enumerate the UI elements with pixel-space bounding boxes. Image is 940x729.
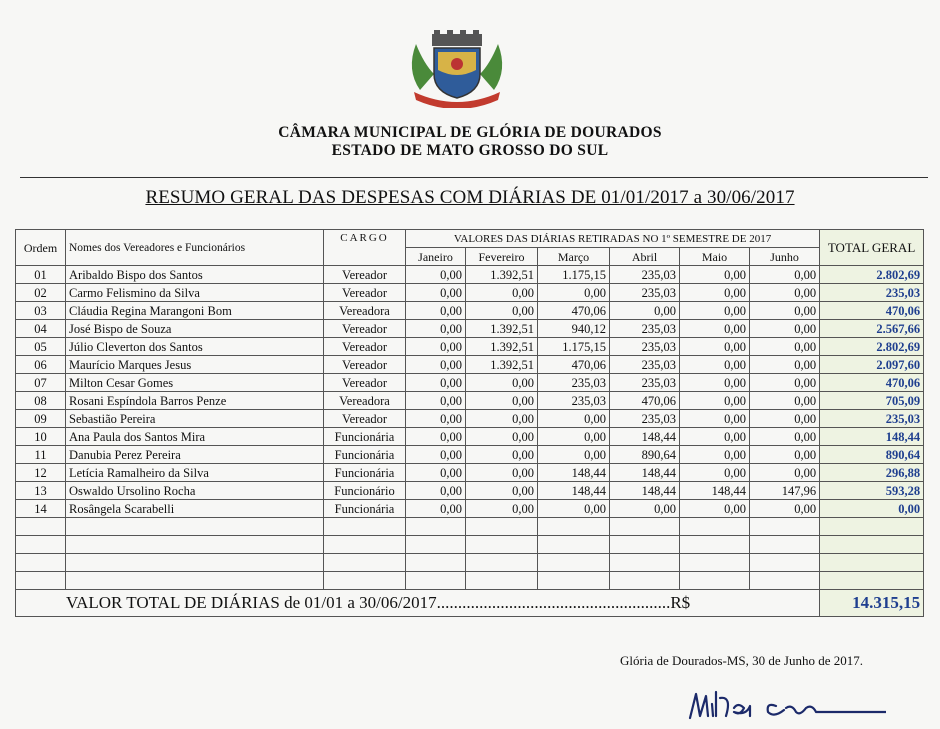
- cell-nome: Aribaldo Bispo dos Santos: [66, 266, 324, 284]
- cell-jun: 0,00: [750, 374, 820, 392]
- cell-total: 235,03: [820, 284, 924, 302]
- table-row: [16, 446, 924, 464]
- cell-ordem: 08: [16, 392, 66, 410]
- col-header-month: Maio: [680, 248, 750, 266]
- cell-nome: José Bispo de Souza: [66, 320, 324, 338]
- empty-cell: [538, 536, 610, 554]
- cell-jan: 0,00: [406, 392, 466, 410]
- cell-cargo: Vereador: [324, 266, 406, 284]
- cell-fev: 1.392,51: [466, 356, 538, 374]
- cell-jun: 0,00: [750, 266, 820, 284]
- cell-total: 470,06: [820, 374, 924, 392]
- cell-abr: 235,03: [610, 374, 680, 392]
- empty-cell: [820, 554, 924, 572]
- empty-cell: [66, 572, 324, 590]
- cell-mai: 0,00: [680, 464, 750, 482]
- cell-jan: 0,00: [406, 374, 466, 392]
- table-row: [16, 266, 924, 284]
- cell-jun: 0,00: [750, 410, 820, 428]
- empty-cell: [66, 518, 324, 536]
- cell-mar: 470,06: [538, 356, 610, 374]
- cell-cargo: Funcionário: [324, 482, 406, 500]
- cell-fev: 0,00: [466, 302, 538, 320]
- cell-mar: 235,03: [538, 392, 610, 410]
- empty-cell: [610, 536, 680, 554]
- cell-abr: 890,64: [610, 446, 680, 464]
- cell-jan: 0,00: [406, 320, 466, 338]
- cell-jun: 0,00: [750, 320, 820, 338]
- col-header-cargo: CARGO: [324, 230, 406, 266]
- cell-mai: 0,00: [680, 410, 750, 428]
- empty-cell: [610, 518, 680, 536]
- cell-mar: 0,00: [538, 500, 610, 518]
- cell-mar: 0,00: [538, 428, 610, 446]
- cell-mai: 0,00: [680, 338, 750, 356]
- cell-jan: 0,00: [406, 338, 466, 356]
- empty-cell: [538, 572, 610, 590]
- empty-cell: [406, 554, 466, 572]
- col-header-valores: VALORES DAS DIÁRIAS RETIRADAS NO 1º SEMESTRE DE 2017: [406, 230, 820, 248]
- cell-abr: 0,00: [610, 302, 680, 320]
- empty-row: [16, 536, 924, 554]
- institution-name: CÂMARA MUNICIPAL DE GLÓRIA DE DOURADOS: [278, 124, 662, 141]
- empty-cell: [538, 554, 610, 572]
- state-name: ESTADO DE MATO GROSSO DO SUL: [331, 142, 609, 159]
- cell-abr: 235,03: [610, 356, 680, 374]
- cell-mar: 940,12: [538, 320, 610, 338]
- cell-mar: 235,03: [538, 374, 610, 392]
- table-row: [16, 356, 924, 374]
- table-row: [16, 428, 924, 446]
- cell-abr: 470,06: [610, 392, 680, 410]
- table-row: [16, 482, 924, 500]
- empty-cell: [466, 536, 538, 554]
- table-row: [16, 374, 924, 392]
- cell-total: 2.097,60: [820, 356, 924, 374]
- cell-ordem: 01: [16, 266, 66, 284]
- cell-fev: 1.392,51: [466, 266, 538, 284]
- cell-jan: 0,00: [406, 284, 466, 302]
- cell-nome: Milton Cesar Gomes: [66, 374, 324, 392]
- cell-jun: 0,00: [750, 464, 820, 482]
- cell-fev: 0,00: [466, 446, 538, 464]
- cell-ordem: 02: [16, 284, 66, 302]
- table-row: [16, 320, 924, 338]
- cell-jan: 0,00: [406, 446, 466, 464]
- empty-row: [16, 572, 924, 590]
- cell-total: 593,28: [820, 482, 924, 500]
- cell-jan: 0,00: [406, 266, 466, 284]
- grand-total-value: 14.315,15: [820, 590, 924, 617]
- cell-ordem: 11: [16, 446, 66, 464]
- cell-fev: 0,00: [466, 410, 538, 428]
- cell-nome: Cláudia Regina Marangoni Bom: [66, 302, 324, 320]
- cell-mai: 0,00: [680, 500, 750, 518]
- cell-jun: 0,00: [750, 428, 820, 446]
- cell-fev: 1.392,51: [466, 320, 538, 338]
- empty-cell: [538, 518, 610, 536]
- cell-total: 890,64: [820, 446, 924, 464]
- empty-cell: [66, 536, 324, 554]
- cell-cargo: Vereadora: [324, 392, 406, 410]
- cell-abr: 0,00: [610, 500, 680, 518]
- empty-cell: [750, 554, 820, 572]
- cell-jun: 0,00: [750, 284, 820, 302]
- cell-cargo: Funcionária: [324, 500, 406, 518]
- cell-cargo: Vereador: [324, 356, 406, 374]
- header-divider: [20, 177, 928, 178]
- empty-cell: [466, 572, 538, 590]
- cell-nome: Danubia Perez Pereira: [66, 446, 324, 464]
- cell-nome: Rosani Espíndola Barros Penze: [66, 392, 324, 410]
- table-row: [16, 302, 924, 320]
- cell-cargo: Vereador: [324, 284, 406, 302]
- cell-abr: 148,44: [610, 482, 680, 500]
- cell-mai: 0,00: [680, 302, 750, 320]
- empty-cell: [324, 572, 406, 590]
- cell-jan: 0,00: [406, 500, 466, 518]
- cell-nome: Rosângela Scarabelli: [66, 500, 324, 518]
- col-header-month: Junho: [750, 248, 820, 266]
- table-row: [16, 500, 924, 518]
- empty-cell: [466, 554, 538, 572]
- cell-jun: 0,00: [750, 356, 820, 374]
- cell-jun: 0,00: [750, 302, 820, 320]
- table-row: [16, 410, 924, 428]
- cell-nome: Ana Paula dos Santos Mira: [66, 428, 324, 446]
- col-header-ordem: Ordem: [16, 230, 66, 266]
- cell-jan: 0,00: [406, 428, 466, 446]
- cell-mai: 0,00: [680, 356, 750, 374]
- cell-ordem: 09: [16, 410, 66, 428]
- empty-cell: [750, 518, 820, 536]
- cell-mai: 148,44: [680, 482, 750, 500]
- cell-abr: 235,03: [610, 410, 680, 428]
- cell-fev: 0,00: [466, 392, 538, 410]
- cell-fev: 0,00: [466, 500, 538, 518]
- empty-row: [16, 554, 924, 572]
- cell-total: 296,88: [820, 464, 924, 482]
- cell-fev: 0,00: [466, 428, 538, 446]
- cell-total: 705,09: [820, 392, 924, 410]
- table-row: [16, 392, 924, 410]
- empty-cell: [820, 572, 924, 590]
- table-row: [16, 464, 924, 482]
- cell-mar: 1.175,15: [538, 266, 610, 284]
- cell-abr: 148,44: [610, 428, 680, 446]
- cell-jun: 0,00: [750, 500, 820, 518]
- cell-total: 470,06: [820, 302, 924, 320]
- cell-abr: 235,03: [610, 284, 680, 302]
- total-row: [16, 590, 924, 617]
- empty-cell: [680, 554, 750, 572]
- empty-cell: [820, 536, 924, 554]
- cell-nome: Sebastião Pereira: [66, 410, 324, 428]
- cell-mai: 0,00: [680, 428, 750, 446]
- empty-cell: [16, 572, 66, 590]
- empty-cell: [820, 518, 924, 536]
- cell-ordem: 07: [16, 374, 66, 392]
- cell-jan: 0,00: [406, 482, 466, 500]
- col-header-total: TOTAL GERAL: [820, 230, 924, 266]
- cell-mar: 0,00: [538, 410, 610, 428]
- cell-jan: 0,00: [406, 302, 466, 320]
- cell-fev: 0,00: [466, 374, 538, 392]
- document-title: RESUMO GERAL DAS DESPESAS COM DIÁRIAS DE 01/01/2017 a 30/06/2017: [145, 187, 795, 208]
- cell-fev: 1.392,51: [466, 338, 538, 356]
- col-header-nomes: Nomes dos Vereadores e Funcionários: [66, 230, 324, 266]
- cell-total: 0,00: [820, 500, 924, 518]
- empty-cell: [610, 554, 680, 572]
- cell-ordem: 03: [16, 302, 66, 320]
- cell-total: 2.802,69: [820, 266, 924, 284]
- cell-jun: 0,00: [750, 446, 820, 464]
- table-row: [16, 338, 924, 356]
- place-date: Glória de Dourados-MS, 30 de Junho de 2017.: [620, 653, 863, 668]
- cell-nome: Letícia Ramalheiro da Silva: [66, 464, 324, 482]
- cell-mai: 0,00: [680, 320, 750, 338]
- empty-cell: [324, 518, 406, 536]
- cell-fev: 0,00: [466, 464, 538, 482]
- cell-mai: 0,00: [680, 392, 750, 410]
- cell-mar: 0,00: [538, 446, 610, 464]
- cell-abr: 235,03: [610, 266, 680, 284]
- cell-total: 2.567,66: [820, 320, 924, 338]
- empty-cell: [680, 572, 750, 590]
- empty-cell: [680, 518, 750, 536]
- cell-mai: 0,00: [680, 284, 750, 302]
- empty-cell: [406, 518, 466, 536]
- cell-cargo: Vereador: [324, 320, 406, 338]
- empty-cell: [16, 536, 66, 554]
- empty-cell: [610, 572, 680, 590]
- empty-row: [16, 518, 924, 536]
- cell-mar: 148,44: [538, 482, 610, 500]
- col-header-month: Janeiro: [406, 248, 466, 266]
- cell-mar: 470,06: [538, 302, 610, 320]
- cell-ordem: 05: [16, 338, 66, 356]
- empty-cell: [750, 572, 820, 590]
- cell-cargo: Funcionária: [324, 446, 406, 464]
- cell-ordem: 14: [16, 500, 66, 518]
- empty-cell: [324, 554, 406, 572]
- cell-ordem: 10: [16, 428, 66, 446]
- cell-cargo: Vereadora: [324, 302, 406, 320]
- cell-total: 235,03: [820, 410, 924, 428]
- cell-total: 148,44: [820, 428, 924, 446]
- empty-cell: [16, 518, 66, 536]
- empty-cell: [406, 572, 466, 590]
- cell-fev: 0,00: [466, 284, 538, 302]
- cell-total: 2.802,69: [820, 338, 924, 356]
- empty-cell: [406, 536, 466, 554]
- cell-nome: Carmo Felismino da Silva: [66, 284, 324, 302]
- cell-cargo: Vereador: [324, 374, 406, 392]
- cell-ordem: 06: [16, 356, 66, 374]
- empty-cell: [66, 554, 324, 572]
- cell-cargo: Vereador: [324, 410, 406, 428]
- col-header-month: Março: [538, 248, 610, 266]
- cell-mar: 0,00: [538, 284, 610, 302]
- empty-cell: [16, 554, 66, 572]
- empty-cell: [324, 536, 406, 554]
- cell-nome: Júlio Cleverton dos Santos: [66, 338, 324, 356]
- cell-jun: 147,96: [750, 482, 820, 500]
- cell-cargo: Funcionária: [324, 428, 406, 446]
- empty-cell: [680, 536, 750, 554]
- cell-ordem: 13: [16, 482, 66, 500]
- cell-mai: 0,00: [680, 446, 750, 464]
- cell-ordem: 12: [16, 464, 66, 482]
- empty-cell: [466, 518, 538, 536]
- total-label: VALOR TOTAL DE DIÁRIAS de 01/01 a 30/06/2017.......................................................R$: [16, 590, 820, 617]
- diarias-table: [15, 229, 924, 617]
- cell-nome: Oswaldo Ursolino Rocha: [66, 482, 324, 500]
- handwritten-signature: [686, 686, 886, 726]
- cell-abr: 235,03: [610, 320, 680, 338]
- municipal-crest-emblem: [402, 30, 512, 108]
- cell-jan: 0,00: [406, 356, 466, 374]
- cell-ordem: 04: [16, 320, 66, 338]
- cell-jun: 0,00: [750, 338, 820, 356]
- cell-abr: 235,03: [610, 338, 680, 356]
- col-header-month: Fevereiro: [466, 248, 538, 266]
- cell-nome: Maurício Marques Jesus: [66, 356, 324, 374]
- cell-jan: 0,00: [406, 464, 466, 482]
- cell-cargo: Funcionária: [324, 464, 406, 482]
- cell-abr: 148,44: [610, 464, 680, 482]
- empty-cell: [750, 536, 820, 554]
- cell-jan: 0,00: [406, 410, 466, 428]
- col-header-month: Abril: [610, 248, 680, 266]
- cell-fev: 0,00: [466, 482, 538, 500]
- cell-mai: 0,00: [680, 266, 750, 284]
- cell-cargo: Vereador: [324, 338, 406, 356]
- cell-mar: 148,44: [538, 464, 610, 482]
- cell-jun: 0,00: [750, 392, 820, 410]
- cell-mar: 1.175,15: [538, 338, 610, 356]
- cell-mai: 0,00: [680, 374, 750, 392]
- table-row: [16, 284, 924, 302]
